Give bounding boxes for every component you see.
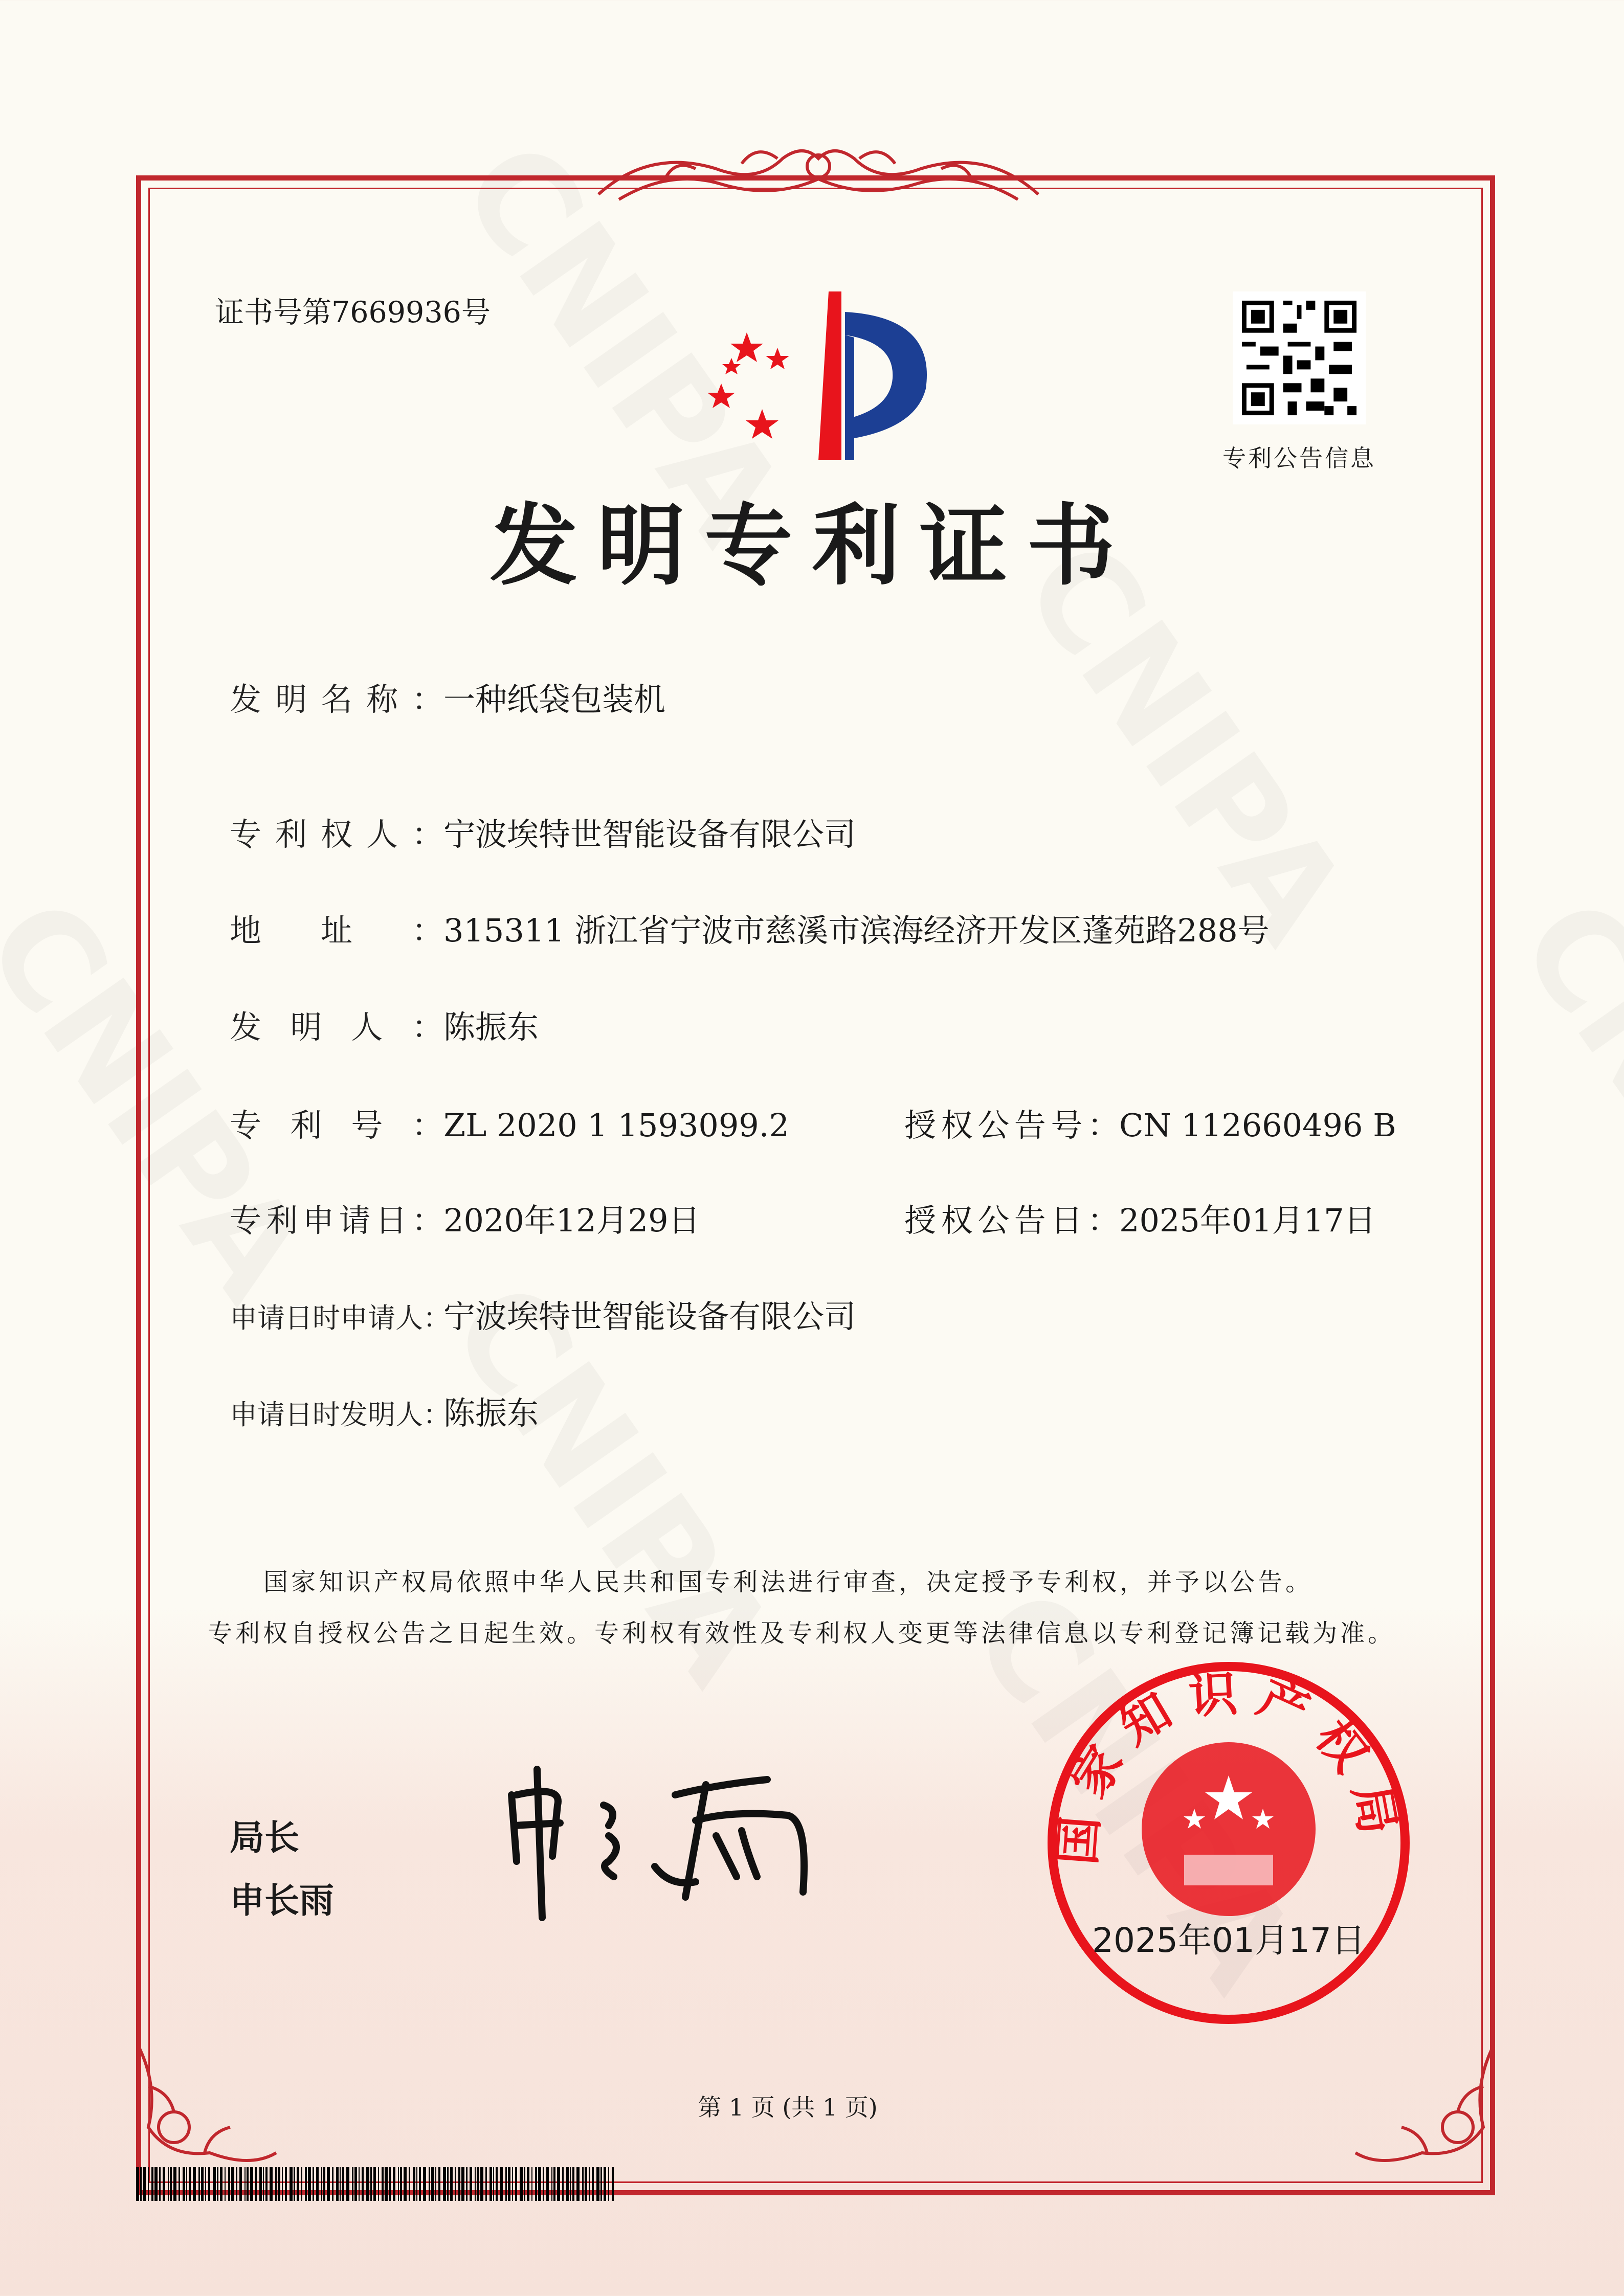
- barcode-bar: [359, 2167, 360, 2201]
- field-applicant-at-filing: [230, 1291, 856, 1337]
- barcode-bar: [470, 2167, 472, 2201]
- seal-text: 国家知识产权局: [1049, 1664, 1409, 1867]
- barcode-bar: [490, 2167, 492, 2201]
- barcode-bar: [263, 2167, 264, 2201]
- barcode-bar: [557, 2167, 560, 2201]
- barcode-bar: [553, 2167, 555, 2201]
- barcode-bar: [398, 2167, 399, 2201]
- barcode-bar: [168, 2167, 169, 2201]
- barcode-bar: [562, 2167, 564, 2201]
- field-label: 申请日时发明人：: [230, 1399, 451, 1431]
- barcode-bar: [201, 2167, 204, 2201]
- barcode-bar: [189, 2167, 191, 2201]
- field-value: CN 112660496 B: [1119, 1107, 1396, 1144]
- barcode-bar: [205, 2167, 206, 2201]
- watermark: [1489, 873, 1624, 1327]
- barcode-bar: [475, 2167, 476, 2201]
- director-signature: [501, 1764, 839, 1923]
- barcode-bar: [151, 2167, 153, 2201]
- field-inventor-at-filing: [230, 1388, 539, 1433]
- barcode-bar: [461, 2167, 464, 2201]
- barcode-bar: [154, 2167, 158, 2201]
- barcode-bar: [225, 2167, 226, 2201]
- barcode-bar: [217, 2167, 218, 2201]
- field-label: 专利号：: [230, 1107, 443, 1144]
- barcode-bar: [505, 2167, 507, 2201]
- barcode-bar: [366, 2167, 369, 2201]
- field-label: 地址：: [230, 912, 443, 949]
- barcode-bar: [393, 2167, 395, 2201]
- barcode-bar: [278, 2167, 280, 2201]
- barcode-bar: [600, 2167, 602, 2201]
- field-value: 陈振东: [443, 1008, 539, 1046]
- barcode-bar: [140, 2167, 142, 2201]
- field-invention-name: [230, 674, 665, 719]
- barcode: [136, 2167, 614, 2201]
- barcode-bar: [524, 2167, 525, 2201]
- barcode-bar: [265, 2167, 268, 2201]
- barcode-bar: [370, 2167, 372, 2201]
- director-title: 局长: [230, 1817, 300, 1858]
- barcode-bar: [608, 2167, 609, 2201]
- qr-code[interactable]: [1233, 291, 1366, 424]
- barcode-bar: [186, 2167, 187, 2201]
- field-label: 专利申请日：: [230, 1202, 443, 1239]
- barcode-bar: [250, 2167, 253, 2201]
- barcode-bar: [500, 2167, 503, 2201]
- barcode-bar: [354, 2167, 357, 2201]
- barcode-bar: [193, 2167, 196, 2201]
- barcode-bar: [373, 2167, 376, 2201]
- top-ornament: [588, 138, 1049, 210]
- barcode-bar: [294, 2167, 295, 2201]
- barcode-bar: [270, 2167, 273, 2201]
- barcode-bar: [438, 2167, 440, 2201]
- barcode-bar: [336, 2167, 339, 2201]
- barcode-bar: [566, 2167, 569, 2201]
- barcode-bar: [413, 2167, 415, 2201]
- barcode-bar: [313, 2167, 314, 2201]
- page-number: 第 1 页 (共 1 页): [698, 2094, 878, 2121]
- barcode-bar: [259, 2167, 262, 2201]
- certificate-title: 发明专利证书: [490, 493, 1134, 597]
- barcode-bar: [443, 2167, 446, 2201]
- barcode-bar: [282, 2167, 283, 2201]
- barcode-bar: [485, 2167, 487, 2201]
- barcode-bar: [285, 2167, 287, 2201]
- barcode-bar: [382, 2167, 384, 2201]
- barcode-bar: [208, 2167, 210, 2201]
- barcode-bar: [323, 2167, 325, 2201]
- barcode-bar: [244, 2167, 246, 2201]
- barcode-bar: [332, 2167, 333, 2201]
- field-value: 315311 浙江省宁波市慈溪市滨海经济开发区蓬苑路288号: [443, 912, 1270, 949]
- barcode-bar: [340, 2167, 341, 2201]
- barcode-bar: [447, 2167, 449, 2201]
- barcode-bar: [255, 2167, 257, 2201]
- field-value: 陈振东: [443, 1394, 539, 1432]
- director-name: 申长雨: [230, 1880, 335, 1921]
- barcode-bar: [239, 2167, 242, 2201]
- barcode-bar: [477, 2167, 479, 2201]
- barcode-bar: [389, 2167, 391, 2201]
- barcode-bar: [512, 2167, 513, 2201]
- barcode-bar: [342, 2167, 344, 2201]
- barcode-bar: [183, 2167, 185, 2201]
- field-grant-pub-number: [904, 1100, 1396, 1145]
- field-label: 授权公告号：: [904, 1107, 1119, 1144]
- cnipa-logo: [701, 286, 941, 465]
- barcode-bar: [527, 2167, 529, 2201]
- barcode-bar: [589, 2167, 590, 2201]
- barcode-bar: [455, 2167, 456, 2201]
- barcode-bar: [247, 2167, 249, 2201]
- barcode-bar: [362, 2167, 364, 2201]
- barcode-bar: [308, 2167, 311, 2201]
- barcode-bar: [458, 2167, 460, 2201]
- barcode-bar: [275, 2167, 277, 2201]
- barcode-bar: [198, 2167, 200, 2201]
- barcode-bar: [582, 2167, 584, 2201]
- barcode-bar: [378, 2167, 379, 2201]
- barcode-bar: [173, 2167, 176, 2201]
- field-value: 2020年12月29日: [443, 1202, 700, 1239]
- seal-date: 2025年01月17日: [1092, 1921, 1365, 1960]
- barcode-bar: [290, 2167, 293, 2201]
- barcode-bar: [385, 2167, 388, 2201]
- field-patent-number: [230, 1100, 789, 1145]
- certificate-number: 证书号第7669936号: [215, 296, 491, 329]
- barcode-bar: [423, 2167, 426, 2201]
- barcode-bar: [179, 2167, 180, 2201]
- barcode-bar: [228, 2167, 230, 2201]
- barcode-bar: [163, 2167, 165, 2201]
- field-value: 宁波埃特世智能设备有限公司: [443, 816, 856, 853]
- field-value: ZL 2020 1 1593099.2: [443, 1107, 789, 1144]
- barcode-bar: [352, 2167, 353, 2201]
- barcode-bar: [213, 2167, 216, 2201]
- barcode-bar: [419, 2167, 421, 2201]
- barcode-bar: [538, 2167, 541, 2201]
- barcode-bar: [592, 2167, 594, 2201]
- field-label: 专利权人：: [230, 816, 443, 853]
- barcode-bar: [346, 2167, 349, 2201]
- barcode-bar: [429, 2167, 430, 2201]
- statement-line: 专利权自授权公告之日起生效。专利权有效性及专利权人变更等法律信息以专利登记簿记载为准。: [208, 1619, 1396, 1648]
- barcode-bar: [416, 2167, 417, 2201]
- barcode-bar: [531, 2167, 532, 2201]
- barcode-bar: [570, 2167, 571, 2201]
- barcode-bar: [515, 2167, 517, 2201]
- barcode-bar: [543, 2167, 544, 2201]
- barcode-bar: [572, 2167, 574, 2201]
- barcode-bar: [136, 2167, 139, 2201]
- barcode-bar: [409, 2167, 410, 2201]
- barcode-bar: [520, 2167, 523, 2201]
- barcode-bar: [450, 2167, 453, 2201]
- barcode-bar: [435, 2167, 436, 2201]
- qr-label: 专利公告信息: [1222, 444, 1376, 472]
- barcode-bar: [400, 2167, 402, 2201]
- barcode-bar: [596, 2167, 599, 2201]
- field-grant-pub-date: [904, 1195, 1376, 1241]
- barcode-bar: [535, 2167, 537, 2201]
- field-inventor: [230, 1002, 539, 1047]
- barcode-bar: [551, 2167, 552, 2201]
- field-label: 发明人：: [230, 1008, 443, 1046]
- barcode-bar: [466, 2167, 468, 2201]
- barcode-bar: [327, 2167, 330, 2201]
- field-value: 一种纸袋包装机: [443, 681, 666, 718]
- barcode-bar: [159, 2167, 161, 2201]
- field-filing-date: [230, 1195, 700, 1241]
- official-seal: [1046, 1660, 1411, 2025]
- barcode-bar: [585, 2167, 587, 2201]
- barcode-bar: [301, 2167, 302, 2201]
- barcode-bar: [480, 2167, 483, 2201]
- barcode-bar: [170, 2167, 172, 2201]
- statement-line: 国家知识产权局依照中华人民共和国专利法进行审查，决定授予专利权，并予以公告。: [263, 1568, 1314, 1596]
- barcode-bar: [143, 2167, 146, 2201]
- barcode-bar: [316, 2167, 319, 2201]
- barcode-bar: [231, 2167, 234, 2201]
- field-label: 授权公告日：: [904, 1202, 1119, 1239]
- field-label: 发明名称：: [230, 681, 443, 718]
- barcode-bar: [604, 2167, 606, 2201]
- field-patentee: [230, 809, 856, 854]
- barcode-bar: [236, 2167, 237, 2201]
- barcode-bar: [404, 2167, 407, 2201]
- barcode-bar: [220, 2167, 223, 2201]
- barcode-bar: [321, 2167, 322, 2201]
- barcode-bar: [493, 2167, 494, 2201]
- barcode-bar: [612, 2167, 614, 2201]
- barcode-bar: [431, 2167, 434, 2201]
- barcode-bar: [297, 2167, 299, 2201]
- field-value: 宁波埃特世智能设备有限公司: [443, 1298, 856, 1335]
- barcode-bar: [508, 2167, 510, 2201]
- barcode-bar: [576, 2167, 580, 2201]
- barcode-bar: [546, 2167, 549, 2201]
- field-label: 申请日时申请人：: [230, 1302, 451, 1334]
- barcode-bar: [305, 2167, 307, 2201]
- barcode-bar: [148, 2167, 149, 2201]
- field-address: [230, 905, 1270, 951]
- field-value: 2025年01月17日: [1119, 1202, 1376, 1239]
- barcode-bar: [496, 2167, 498, 2201]
